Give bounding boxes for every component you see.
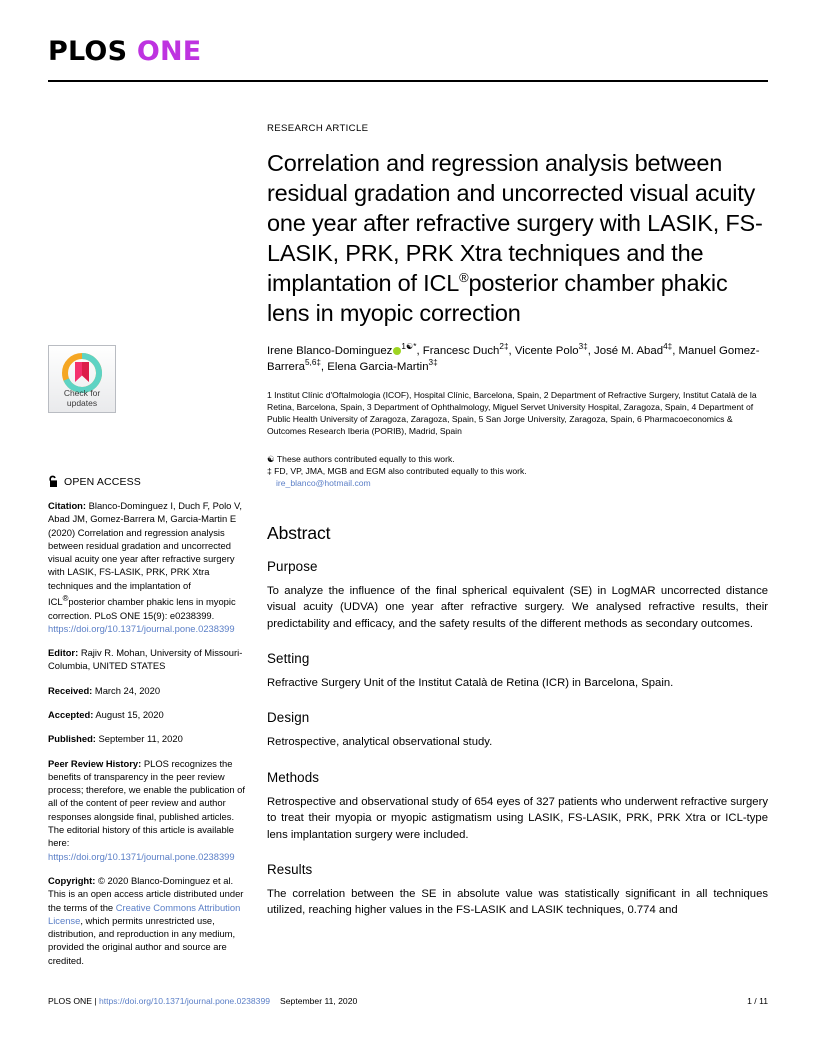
footer-doi-link[interactable]: https://doi.org/10.1371/journal.pone.0238399 bbox=[98, 996, 271, 1006]
author-3-name[interactable]: , Vicente Polo bbox=[508, 345, 579, 357]
author-6-sup: 3‡ bbox=[428, 357, 438, 367]
citation-text: Blanco-Dominguez I, Duch F, Polo V, Abad JM, Gomez-Barrera M, Garcia-Martin E (2020) Correlation and regression analysis between residual gradation and uncorrected visual acuity one year after refractive surgery with LASIK, FS-LASIK, PRK, PRK Xtra techniques and the implantation of ICL bbox=[48, 500, 242, 608]
accepted-label: Accepted: bbox=[48, 708, 94, 720]
masthead-divider bbox=[48, 80, 768, 82]
abstract-section-design bbox=[267, 710, 768, 750]
citation-doi-link[interactable]: https://doi.org/10.1371/journal.pone.0238399 bbox=[48, 622, 235, 634]
footer-left bbox=[48, 996, 357, 1006]
copyright-label: Copyright: bbox=[48, 874, 96, 886]
author-4-name[interactable]: , José M. Abad bbox=[587, 345, 664, 357]
open-access-label: OPEN ACCESS bbox=[64, 475, 141, 488]
received-label: Received: bbox=[48, 684, 93, 696]
title-part-1: Correlation and regression analysis between residual gradation and uncorrected visual acuity one year after refractive surgery with LASIK, FS-LASIK, PRK, PRK Xtra techniques and the implantation of ICL bbox=[267, 150, 763, 296]
author-2-sup: 2‡ bbox=[499, 342, 509, 352]
updates-badge-line1: Check for bbox=[63, 388, 101, 398]
citation-text-tail: posterior chamber phakic lens in myopic correction. PLoS ONE 15(9): e0238399. bbox=[48, 596, 236, 621]
masthead bbox=[48, 38, 768, 65]
author-3-sup: 3‡ bbox=[578, 342, 588, 352]
citation-reg-mark: ® bbox=[62, 594, 69, 604]
article-metadata bbox=[48, 499, 248, 967]
page-footer bbox=[48, 996, 768, 1006]
section-heading-design: Design bbox=[267, 710, 310, 726]
corresponding-email-line bbox=[267, 477, 768, 489]
author-5-sup: 5,6‡ bbox=[304, 357, 321, 367]
copyright-text-before: © 2020 Blanco-Dominguez et al. This is an open access article distributed under the terms of the bbox=[48, 874, 244, 913]
footer-separator: | bbox=[94, 996, 97, 1006]
citation-paragraph bbox=[48, 499, 248, 635]
abstract-section-methods bbox=[267, 770, 768, 843]
corresponding-email-link[interactable]: ire_blanco@hotmail.com bbox=[276, 478, 371, 489]
article-main-column bbox=[267, 123, 768, 919]
section-body-design: Retrospective, analytical observational study. bbox=[267, 736, 493, 749]
copyright-paragraph bbox=[48, 874, 248, 967]
section-body-setting: Refractive Surgery Unit of the Institut Català de Retina (ICR) in Barcelona, Spain. bbox=[267, 677, 674, 689]
updates-badge-line2: updates bbox=[66, 398, 98, 408]
open-padlock-icon bbox=[48, 475, 59, 488]
editor-paragraph bbox=[48, 646, 248, 673]
abstract-section-results bbox=[267, 862, 768, 919]
article-type-kicker: RESEARCH ARTICLE bbox=[267, 123, 369, 134]
published-text: September 11, 2020 bbox=[95, 733, 183, 745]
abstract-section-purpose bbox=[267, 559, 768, 632]
title-registered-mark: ® bbox=[459, 270, 469, 286]
peer-review-label: Peer Review History: bbox=[48, 757, 142, 769]
affiliations: 1 Institut Clínic d'Oftalmologia (ICOF), Hospital Clínic, Barcelona, Spain, 2 Department of Refractive Surgery, Institut Català de la Retina, Barcelona, Spain, 3 Department of Ophthalmology, Miguel Servet University Hospital, Zaragoza, Spain, 4 Department of Public Health University of Zaragoza, Zaragoza, Spain, 5 San Jorge University, Zaragoza, Spain, 6 Pharmacoeconomics & Outcomes Research Iberia (PORIB), Madrid, Spain bbox=[267, 390, 757, 437]
equal-contribution-note: ☯ These authors contributed equally to this work. bbox=[267, 453, 455, 464]
section-body-purpose: To analyze the influence of the final spherical equivalent (SE) in LogMAR uncorrected distance visual acuity (UDVA) one year after refractive surgery. We analysed refractive results, their predictability and efficacy, and the safety results of the different methods as secondary outcomes. bbox=[267, 584, 768, 630]
peer-review-doi-link[interactable]: https://doi.org/10.1371/journal.pone.0238399 bbox=[48, 850, 235, 862]
title-part-2: posterior chamber phakic lens in myopic correction bbox=[267, 270, 728, 326]
published-label: Published: bbox=[48, 733, 96, 745]
copyright-text-after: , which permits unrestricted use, distribution, and reproduction in any medium, provided the original author and source are credited. bbox=[48, 914, 236, 966]
citation-label: Citation: bbox=[48, 500, 87, 511]
abstract-heading: Abstract bbox=[267, 522, 331, 543]
sidebar bbox=[48, 345, 248, 978]
orcid-icon[interactable] bbox=[393, 347, 401, 355]
page-title bbox=[267, 148, 768, 328]
footer-journal-name: PLOS ONE bbox=[48, 996, 92, 1006]
author-6-name[interactable]: , Elena Garcia-Martin bbox=[320, 360, 429, 373]
accepted-paragraph bbox=[48, 708, 248, 721]
author-2-name[interactable]: , Francesc Duch bbox=[416, 345, 500, 357]
accepted-text: August 15, 2020 bbox=[93, 708, 164, 720]
peer-review-text: PLOS recognizes the benefits of transparency in the peer review process; therefore, we enable the publication of all of the content of peer review and author responses alongside final, published articles. The editorial history of this article is available here: bbox=[48, 757, 245, 849]
logo-one-text: ONE bbox=[136, 36, 202, 67]
dagger-contribution-note: ‡ FD, VP, JMA, MGB and EGM also contributed equally to this work. bbox=[267, 465, 527, 476]
author-1-marks: ☯* bbox=[405, 342, 417, 352]
author-4-sup: 4‡ bbox=[663, 342, 673, 352]
section-heading-setting: Setting bbox=[267, 651, 310, 666]
abstract-section-setting bbox=[267, 651, 768, 691]
logo-plos-text: PLOS bbox=[48, 36, 128, 67]
section-heading-results: Results bbox=[267, 862, 313, 878]
cc-license-link[interactable]: Creative Commons Attribution License bbox=[48, 901, 241, 926]
author-1-name[interactable]: Irene Blanco-Dominguez bbox=[267, 345, 393, 357]
author-5-name[interactable]: , Manuel Gomez-Barrera bbox=[267, 345, 760, 373]
peer-review-paragraph bbox=[48, 757, 248, 863]
section-body-results: The correlation between the SE in absolute value was statistically significant in all techniques utilized, reaching higher values in the FS-LASIK and LASIK techniques, 0.774 and bbox=[267, 888, 768, 917]
plos-one-logo bbox=[48, 38, 768, 65]
open-access-row bbox=[48, 475, 248, 488]
section-heading-purpose: Purpose bbox=[267, 558, 318, 574]
check-for-updates-badge[interactable] bbox=[48, 345, 116, 413]
section-body-methods: Retrospective and observational study of 654 eyes of 327 patients who underwent refractive surgery to treat their myopia or myopic astigmatism using LASIK, FS-LASIK, PRK, PRK Xtra or ICL-type lens implantation surgery were included. bbox=[267, 795, 768, 841]
editor-label: Editor: bbox=[48, 647, 79, 659]
updates-badge-text bbox=[49, 388, 115, 408]
published-paragraph bbox=[48, 732, 248, 745]
editor-text: Rajiv R. Mohan, University of Missouri-Columbia, UNITED STATES bbox=[48, 647, 243, 672]
received-text: March 24, 2020 bbox=[92, 684, 161, 696]
footer-date: September 11, 2020 bbox=[280, 996, 358, 1006]
received-paragraph bbox=[48, 684, 248, 697]
author-1-sup: 1 bbox=[401, 342, 406, 352]
author-contribution-notes bbox=[267, 453, 768, 490]
author-list bbox=[267, 344, 768, 375]
section-heading-methods: Methods bbox=[267, 769, 320, 785]
footer-page-number: 1 / 11 bbox=[747, 996, 768, 1006]
